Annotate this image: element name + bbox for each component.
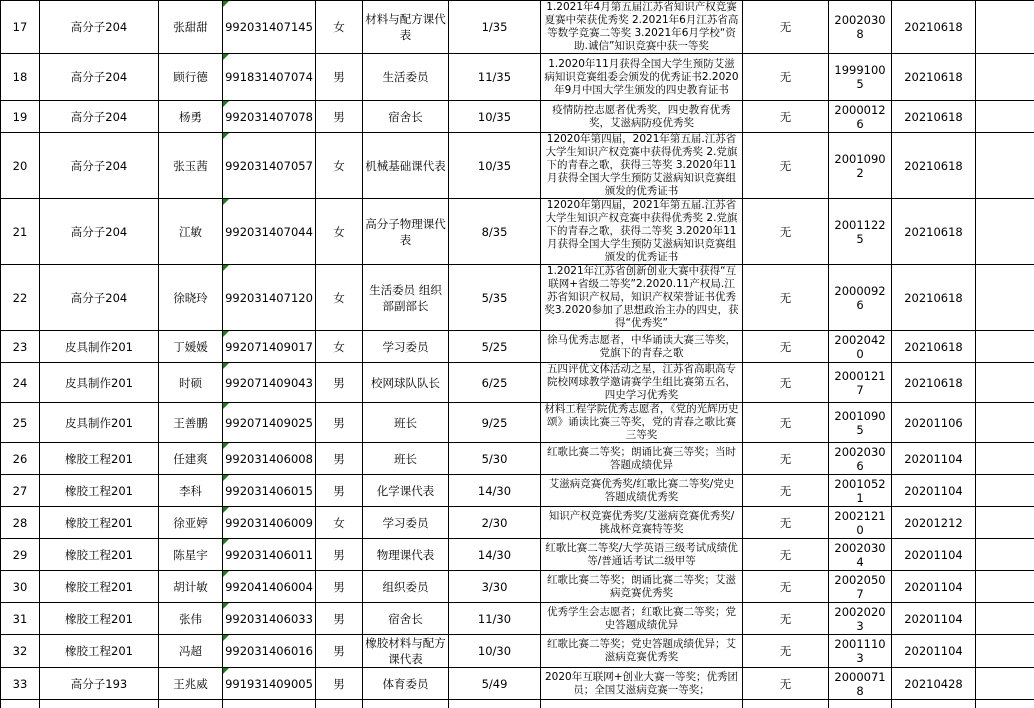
birth-date-cell[interactable]: 20020308 (829, 1, 892, 54)
table-row (1, 363, 1034, 403)
penalty-cell[interactable]: 无 (743, 54, 829, 101)
cell-comment-marker-icon (223, 331, 229, 337)
cell-comment-marker-icon (223, 571, 229, 577)
student-id-text: 992041406004 (225, 580, 313, 594)
penalty-cell[interactable]: 无 (743, 265, 829, 331)
rank-cell[interactable]: 1/35 (449, 1, 541, 54)
cell-comment-marker-icon (223, 363, 229, 369)
penalty-cell[interactable]: 无 (743, 635, 829, 668)
empty-cell[interactable] (976, 475, 1034, 507)
partial-cell[interactable] (541, 700, 743, 708)
student-id-text: 992031406009 (225, 516, 313, 530)
row-number-cell[interactable]: 29 (1, 539, 40, 571)
penalty-cell[interactable]: 无 (743, 199, 829, 265)
partial-cell[interactable] (829, 700, 892, 708)
cell-comment-marker-icon (223, 403, 229, 409)
rank-cell[interactable]: 14/30 (449, 475, 541, 507)
rank-cell[interactable]: 5/30 (449, 443, 541, 475)
record-date-cell[interactable]: 20201104 (892, 571, 976, 603)
awards-cell[interactable]: 知识产权竞赛优秀奖/艾滋病竞赛优秀奖/挑战杯竞赛特等奖 (541, 507, 743, 539)
table-row (1, 507, 1034, 539)
partial-cell[interactable] (449, 700, 541, 708)
table-row (1, 54, 1034, 101)
awards-cell[interactable]: 12020年第四届，2021年第五届.江苏省大学生知识产权竞赛中获得优秀奖 2.党旗下的青春之歌，获得三等奖 3.2020年11月获得全国大学生预防艾滋病知识竞赛组颁发的优秀证书 (541, 133, 743, 199)
empty-cell[interactable] (976, 363, 1034, 403)
cell-comment-marker-icon (223, 443, 229, 449)
name-cell[interactable]: 张伟 (159, 603, 223, 635)
gender-cell[interactable]: 女 (316, 133, 363, 199)
student-id-cell[interactable] (223, 101, 316, 133)
record-date-cell[interactable]: 20210618 (892, 54, 976, 101)
student-id-text: 992071409017 (225, 340, 313, 354)
birth-date-cell[interactable]: 20000126 (829, 101, 892, 133)
awards-cell[interactable]: 艾滋病竞赛优秀奖/红歌比赛二等奖/党史答题成绩优秀奖 (541, 475, 743, 507)
birth-date-cell[interactable]: 20020203 (829, 603, 892, 635)
penalty-cell[interactable]: 无 (743, 331, 829, 363)
name-cell[interactable]: 丁媛媛 (159, 331, 223, 363)
penalty-cell[interactable]: 无 (743, 539, 829, 571)
student-id-text: 992071409025 (225, 416, 313, 430)
class-cell[interactable]: 高分子204 (40, 1, 159, 54)
position-cell[interactable]: 组织委员 (363, 571, 449, 603)
cell-comment-marker-icon (223, 133, 229, 139)
student-id-text: 992031407078 (225, 110, 313, 124)
student-id-cell[interactable] (223, 54, 316, 101)
row-number-cell[interactable]: 23 (1, 331, 40, 363)
position-cell[interactable]: 材料与配方课代表 (363, 1, 449, 54)
class-cell[interactable]: 高分子204 (40, 133, 159, 199)
row-number-cell[interactable]: 20 (1, 133, 40, 199)
rank-cell[interactable]: 10/35 (449, 101, 541, 133)
class-cell[interactable]: 橡胶工程201 (40, 443, 159, 475)
empty-cell[interactable] (976, 539, 1034, 571)
record-date-cell[interactable]: 20201104 (892, 635, 976, 668)
record-date-cell[interactable]: 20210618 (892, 331, 976, 363)
record-date-cell[interactable]: 20210618 (892, 133, 976, 199)
position-cell[interactable]: 橡胶材料与配方课代表 (363, 635, 449, 668)
penalty-cell[interactable]: 无 (743, 1, 829, 54)
table-row (1, 475, 1034, 507)
penalty-cell[interactable]: 无 (743, 133, 829, 199)
class-cell[interactable]: 高分子204 (40, 199, 159, 265)
record-date-cell[interactable]: 20210618 (892, 1, 976, 54)
birth-date-cell[interactable]: 20000926 (829, 265, 892, 331)
penalty-cell[interactable]: 无 (743, 603, 829, 635)
awards-cell[interactable]: 五四评优文体活动之星，江苏省高职高专院校网球教学邀请赛学生组比赛第五名，四史学习优秀奖 (541, 363, 743, 403)
cell-comment-marker-icon (223, 603, 229, 609)
student-id-cell[interactable] (223, 133, 316, 199)
position-cell[interactable]: 生活委员 (363, 54, 449, 101)
empty-cell[interactable] (976, 603, 1034, 635)
position-cell[interactable]: 生活委员 组织部副部长 (363, 265, 449, 331)
table-row (1, 1, 1034, 54)
student-id-text: 992031406011 (225, 548, 313, 562)
awards-cell[interactable]: 红歌比赛二等奖；朗诵比赛三等奖；当时答题成绩优异 (541, 443, 743, 475)
name-cell[interactable]: 徐亚婷 (159, 507, 223, 539)
rank-cell[interactable]: 3/30 (449, 571, 541, 603)
cell-comment-marker-icon (223, 1, 229, 7)
awards-cell[interactable]: 1.2021年4月第五届江苏省知识产权竞赛夏赛中荣获优秀奖 2.2021年6月江苏省高等数学竞赛二等奖 3.2021年6月学校“资助.诚信”知识竞赛中获一等奖 (541, 1, 743, 54)
name-cell[interactable]: 王兆威 (159, 668, 223, 700)
record-date-cell[interactable]: 20201104 (892, 443, 976, 475)
empty-cell[interactable] (976, 331, 1034, 363)
student-id-text: 992031407120 (225, 291, 313, 305)
cell-comment-marker-icon (223, 265, 229, 271)
row-number-cell[interactable]: 26 (1, 443, 40, 475)
student-id-text: 992031406016 (225, 644, 313, 658)
birth-date-cell[interactable]: 20010521 (829, 475, 892, 507)
table-row (1, 265, 1034, 331)
student-id-cell[interactable] (223, 331, 316, 363)
row-number-cell[interactable]: 18 (1, 54, 40, 101)
position-cell[interactable]: 班长 (363, 443, 449, 475)
student-id-cell[interactable] (223, 571, 316, 603)
gender-cell[interactable]: 男 (316, 443, 363, 475)
partial-cell[interactable] (316, 700, 363, 708)
position-cell[interactable]: 化学课代表 (363, 475, 449, 507)
birth-date-cell[interactable]: 20001217 (829, 363, 892, 403)
gender-cell[interactable]: 女 (316, 265, 363, 331)
gender-cell[interactable]: 男 (316, 668, 363, 700)
record-date-cell[interactable]: 20210618 (892, 199, 976, 265)
record-date-cell[interactable]: 20201106 (892, 403, 976, 443)
student-id-cell[interactable] (223, 443, 316, 475)
row-number-cell[interactable]: 27 (1, 475, 40, 507)
table-row-partial (1, 700, 1034, 708)
cell-comment-marker-icon (223, 668, 229, 674)
table-row (1, 133, 1034, 199)
penalty-cell[interactable]: 无 (743, 507, 829, 539)
record-date-cell[interactable]: 20201212 (892, 507, 976, 539)
student-id-cell[interactable] (223, 199, 316, 265)
penalty-cell[interactable]: 无 (743, 443, 829, 475)
record-date-cell[interactable]: 20210618 (892, 265, 976, 331)
name-cell[interactable]: 任建爽 (159, 443, 223, 475)
birth-date-cell[interactable]: 20020420 (829, 331, 892, 363)
name-cell[interactable]: 张玉茜 (159, 133, 223, 199)
birth-date-cell[interactable]: 19991005 (829, 54, 892, 101)
birth-date-cell[interactable]: 20011225 (829, 199, 892, 265)
gender-cell[interactable]: 男 (316, 475, 363, 507)
cell-comment-marker-icon (223, 199, 229, 205)
empty-cell[interactable] (976, 507, 1034, 539)
awards-cell[interactable]: 12020年第四届，2021年第五届.江苏省大学生知识产权竞赛中获得优秀奖 2.党旗下的青春之歌，获得二等奖 3.2020年11月获得全国大学生预防艾滋病知识竞赛组颁发的优秀证书 (541, 199, 743, 265)
position-cell[interactable]: 宿舍长 (363, 101, 449, 133)
empty-cell[interactable] (976, 1, 1034, 54)
empty-cell[interactable] (976, 54, 1034, 101)
partial-cell[interactable] (743, 700, 829, 708)
birth-date-cell[interactable]: 20010902 (829, 133, 892, 199)
partial-cell[interactable] (159, 700, 223, 708)
partial-cell[interactable] (976, 700, 1034, 708)
class-cell[interactable]: 高分子204 (40, 101, 159, 133)
birth-date-cell[interactable]: 20000718 (829, 668, 892, 700)
student-id-cell[interactable] (223, 1, 316, 54)
cell-comment-marker-icon (223, 101, 229, 107)
empty-cell[interactable] (976, 635, 1034, 668)
gender-cell[interactable]: 男 (316, 54, 363, 101)
partial-cell[interactable] (223, 700, 316, 708)
row-number-cell[interactable]: 32 (1, 635, 40, 668)
position-cell[interactable]: 高分子物理课代表 (363, 199, 449, 265)
student-id-text: 992031407145 (225, 20, 313, 34)
student-id-text: 991931409005 (225, 677, 313, 691)
awards-cell[interactable]: 疫情防控志愿者优秀奖，四史教育优秀奖，艾滋病防疫优秀奖 (541, 101, 743, 133)
class-cell[interactable]: 橡胶工程201 (40, 475, 159, 507)
table-row (1, 443, 1034, 475)
gender-cell[interactable]: 女 (316, 331, 363, 363)
position-cell[interactable]: 班长 (363, 403, 449, 443)
penalty-cell[interactable]: 无 (743, 101, 829, 133)
gender-cell[interactable]: 男 (316, 539, 363, 571)
gender-cell[interactable]: 男 (316, 571, 363, 603)
name-cell[interactable]: 时硕 (159, 363, 223, 403)
class-cell[interactable]: 橡胶工程201 (40, 571, 159, 603)
table-row (1, 539, 1034, 571)
rank-cell[interactable]: 5/35 (449, 265, 541, 331)
class-cell[interactable]: 皮具制作201 (40, 403, 159, 443)
table-row (1, 635, 1034, 668)
empty-cell[interactable] (976, 101, 1034, 133)
position-cell[interactable]: 体育委员 (363, 668, 449, 700)
empty-cell[interactable] (976, 199, 1034, 265)
class-cell[interactable]: 高分子193 (40, 668, 159, 700)
partial-cell[interactable] (40, 700, 159, 708)
student-id-cell[interactable] (223, 635, 316, 668)
penalty-cell[interactable]: 无 (743, 475, 829, 507)
name-cell[interactable]: 江敏 (159, 199, 223, 265)
student-id-cell[interactable] (223, 507, 316, 539)
name-cell[interactable]: 徐晓玲 (159, 265, 223, 331)
awards-cell[interactable]: 材料工程学院优秀志愿者，《党的光辉历史颂》诵读比赛三等奖，党的青春之歌比赛三等奖 (541, 403, 743, 443)
name-cell[interactable]: 王善鹏 (159, 403, 223, 443)
position-cell[interactable]: 学习委员 (363, 331, 449, 363)
position-cell[interactable]: 宿舍长 (363, 603, 449, 635)
rank-cell[interactable]: 9/25 (449, 403, 541, 443)
class-cell[interactable]: 皮具制作201 (40, 331, 159, 363)
rank-cell[interactable]: 6/25 (449, 363, 541, 403)
empty-cell[interactable] (976, 443, 1034, 475)
class-cell[interactable]: 橡胶工程201 (40, 635, 159, 668)
cell-comment-marker-icon (223, 635, 229, 641)
record-date-cell[interactable]: 20201104 (892, 539, 976, 571)
awards-cell[interactable]: 优秀学生会志愿者；红歌比赛二等奖；党史答题成绩优异 (541, 603, 743, 635)
name-cell[interactable]: 杨勇 (159, 101, 223, 133)
row-number-cell[interactable]: 19 (1, 101, 40, 133)
rank-cell[interactable]: 10/30 (449, 635, 541, 668)
name-cell[interactable]: 胡计敏 (159, 571, 223, 603)
student-id-cell[interactable] (223, 265, 316, 331)
partial-cell[interactable] (1, 700, 40, 708)
student-id-text: 992031407044 (225, 225, 313, 239)
student-id-cell[interactable] (223, 603, 316, 635)
penalty-cell[interactable]: 无 (743, 571, 829, 603)
awards-cell[interactable]: 徐马优秀志愿者，中华诵读大赛三等奖，党旗下的青春之歌 (541, 331, 743, 363)
rank-cell[interactable]: 11/30 (449, 603, 541, 635)
row-number-cell[interactable]: 28 (1, 507, 40, 539)
student-id-text: 991831407074 (225, 70, 313, 84)
name-cell[interactable]: 顾行德 (159, 54, 223, 101)
row-number-cell[interactable]: 17 (1, 1, 40, 54)
rank-cell[interactable]: 5/49 (449, 668, 541, 700)
cell-comment-marker-icon (223, 54, 229, 60)
class-cell[interactable]: 橡胶工程201 (40, 539, 159, 571)
row-number-cell[interactable]: 25 (1, 403, 40, 443)
cell-comment-marker-icon (223, 539, 229, 545)
rank-cell[interactable]: 2/30 (449, 507, 541, 539)
gender-cell[interactable]: 男 (316, 363, 363, 403)
name-cell[interactable]: 陈星宇 (159, 539, 223, 571)
row-number-cell[interactable]: 30 (1, 571, 40, 603)
gender-cell[interactable]: 男 (316, 635, 363, 668)
gender-cell[interactable]: 男 (316, 101, 363, 133)
student-id-text: 992031406008 (225, 452, 313, 466)
student-id-cell[interactable] (223, 403, 316, 443)
record-date-cell[interactable]: 20201104 (892, 475, 976, 507)
position-cell[interactable]: 机械基础课代表 (363, 133, 449, 199)
class-cell[interactable]: 高分子204 (40, 265, 159, 331)
table-row (1, 603, 1034, 635)
table-row (1, 571, 1034, 603)
student-id-text: 992071409043 (225, 376, 313, 390)
awards-cell[interactable]: 红歌比赛二等奖；朗诵比赛二等奖；艾滋病竞赛优秀奖 (541, 571, 743, 603)
record-date-cell[interactable]: 20210428 (892, 668, 976, 700)
name-cell[interactable]: 张甜甜 (159, 1, 223, 54)
row-number-cell[interactable]: 21 (1, 199, 40, 265)
student-id-text: 992031407057 (225, 159, 313, 173)
empty-cell[interactable] (976, 403, 1034, 443)
rank-cell[interactable]: 8/35 (449, 199, 541, 265)
penalty-cell[interactable]: 无 (743, 668, 829, 700)
student-id-cell[interactable] (223, 539, 316, 571)
partial-cell[interactable] (892, 700, 976, 708)
row-number-cell[interactable]: 24 (1, 363, 40, 403)
gender-cell[interactable]: 男 (316, 403, 363, 443)
awards-cell[interactable]: 红歌比赛二等奖/大学英语三级考试成绩优等/普通话考试二级甲等 (541, 539, 743, 571)
table-row (1, 199, 1034, 265)
record-date-cell[interactable]: 20210618 (892, 101, 976, 133)
birth-date-cell[interactable]: 20020304 (829, 539, 892, 571)
student-id-cell[interactable] (223, 475, 316, 507)
class-cell[interactable]: 橡胶工程201 (40, 603, 159, 635)
gender-cell[interactable]: 女 (316, 199, 363, 265)
awards-cell[interactable]: 2020年互联网+创业大赛一等奖；优秀团员；全国艾滋病竞赛一等奖； (541, 668, 743, 700)
empty-cell[interactable] (976, 133, 1034, 199)
table-row (1, 331, 1034, 363)
rank-cell[interactable]: 5/25 (449, 331, 541, 363)
student-id-cell[interactable] (223, 363, 316, 403)
penalty-cell[interactable]: 无 (743, 403, 829, 443)
student-id-text: 992031406033 (225, 612, 313, 626)
partial-cell[interactable] (363, 700, 449, 708)
cell-comment-marker-icon (223, 475, 229, 481)
class-cell[interactable]: 橡胶工程201 (40, 507, 159, 539)
cell-comment-marker-icon (223, 507, 229, 513)
birth-date-cell[interactable]: 20021210 (829, 507, 892, 539)
position-cell[interactable]: 学习委员 (363, 507, 449, 539)
position-cell[interactable]: 物理课代表 (363, 539, 449, 571)
class-cell[interactable]: 皮具制作201 (40, 363, 159, 403)
penalty-cell[interactable]: 无 (743, 363, 829, 403)
row-number-cell[interactable]: 22 (1, 265, 40, 331)
birth-date-cell[interactable]: 20010905 (829, 403, 892, 443)
name-cell[interactable]: 李科 (159, 475, 223, 507)
table-row (1, 403, 1034, 443)
gender-cell[interactable]: 男 (316, 603, 363, 635)
awards-cell[interactable]: 1.2020年11月获得全国大学生预防艾滋病知识竞赛组委会颁发的优秀证书2.2020年9月中国大学生颁发的四史教育证书 (541, 54, 743, 101)
birth-date-cell[interactable]: 20011103 (829, 635, 892, 668)
rank-cell[interactable]: 14/30 (449, 539, 541, 571)
awards-cell[interactable]: 1.2021年江苏省创新创业大赛中获得“互联网+省级二等奖”2.2020.11产权局.江苏省知识产权局，知识产权荣誉证书优秀奖3.2020参加了思想政治主办的四史，获得“优秀奖” (541, 265, 743, 331)
record-date-cell[interactable]: 20210618 (892, 363, 976, 403)
name-cell[interactable]: 冯超 (159, 635, 223, 668)
record-date-cell[interactable]: 20201104 (892, 603, 976, 635)
empty-cell[interactable] (976, 571, 1034, 603)
row-number-cell[interactable]: 33 (1, 668, 40, 700)
empty-cell[interactable] (976, 668, 1034, 700)
gender-cell[interactable]: 女 (316, 507, 363, 539)
student-id-text: 992031406015 (225, 484, 313, 498)
table-row (1, 101, 1034, 133)
birth-date-cell[interactable]: 20020507 (829, 571, 892, 603)
student-id-cell[interactable] (223, 668, 316, 700)
awards-cell[interactable]: 红歌比赛二等奖；党史答题成绩优异；艾滋病竞赛优秀奖 (541, 635, 743, 668)
gender-cell[interactable]: 女 (316, 1, 363, 54)
birth-date-cell[interactable]: 20020306 (829, 443, 892, 475)
class-cell[interactable]: 高分子204 (40, 54, 159, 101)
rank-cell[interactable]: 10/35 (449, 133, 541, 199)
rank-cell[interactable]: 11/35 (449, 54, 541, 101)
position-cell[interactable]: 校网球队队长 (363, 363, 449, 403)
row-number-cell[interactable]: 31 (1, 603, 40, 635)
table-row (1, 668, 1034, 700)
empty-cell[interactable] (976, 265, 1034, 331)
